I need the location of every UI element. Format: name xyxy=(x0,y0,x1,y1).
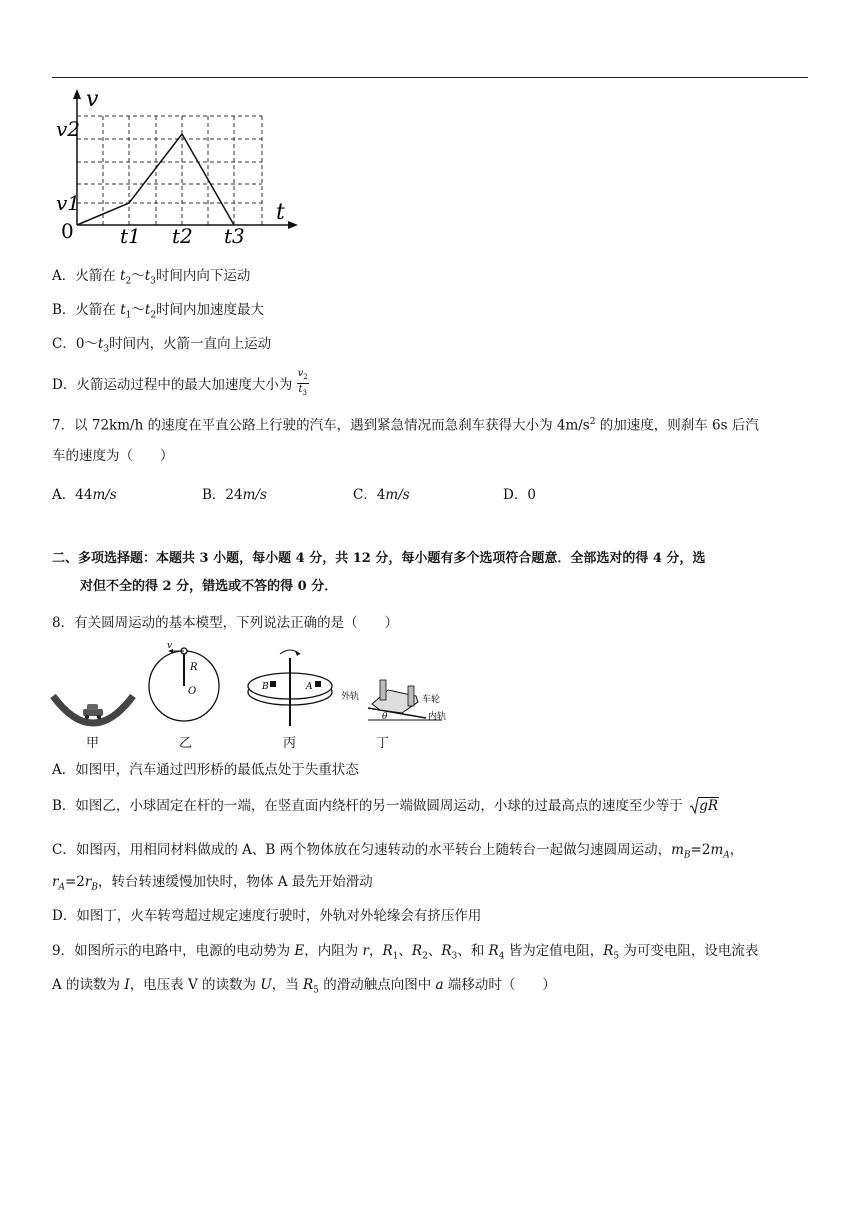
v2-label: v2 xyxy=(56,117,81,141)
graph-grid xyxy=(77,116,262,225)
q7-stem-line1: 7．以 72km/h 的速度在平直公路上行驶的汽车，遇到紧急情况而急刹车获得大小为 $4m/s^2$ 的加速度，则刹车 6s 后汽 xyxy=(52,417,759,434)
q7-option-b: B．24m/s xyxy=(202,487,267,503)
q8-option-b: B．如图乙，小球固定在杆的一端，在竖直面内绕杆的另一端做圆周运动，小球的过最高点的速度至少等于 gR xyxy=(52,798,719,814)
q6-option-a: A．火箭在 $t_2\sim t_3$时间内向下运动 xyxy=(52,268,251,287)
svg-text:A: A xyxy=(306,682,313,692)
figure-label-yi: 乙 xyxy=(179,736,193,751)
svg-text:v: v xyxy=(167,641,173,651)
t-axis-label: t xyxy=(276,200,285,225)
figure-yi xyxy=(149,641,219,721)
top-rule xyxy=(52,77,808,78)
figure-jia xyxy=(53,696,133,723)
svg-text:外轨: 外轨 xyxy=(341,692,360,702)
vt-graph xyxy=(52,84,307,254)
svg-text:R: R xyxy=(190,662,198,673)
svg-text:B: B xyxy=(262,682,269,692)
svg-text:O: O xyxy=(188,686,197,697)
q8-option-d: D．如图丁，火车转弯超过规定速度行驶时，外轨对外轮缘会有挤压作用 xyxy=(52,908,482,924)
q7-option-d: D．0 xyxy=(503,487,536,503)
t-axis-arrow xyxy=(288,221,298,229)
t1-label: t1 xyxy=(120,224,141,248)
sqrt-sign xyxy=(689,797,699,815)
section2-heading-line2: 对但不全的得 2 分，错选或不答的得 0 分． xyxy=(80,579,338,594)
q8-figures xyxy=(50,640,450,728)
v-axis-label: v xyxy=(86,87,99,112)
q6-option-d: D．火箭运动过程中的最大加速度大小为 $\frac{v_2}{t_3}$ xyxy=(52,368,308,397)
svg-text:θ: θ xyxy=(382,712,388,722)
origin-label: 0 xyxy=(61,219,74,243)
figure-label-jia: 甲 xyxy=(86,736,100,751)
t2-label: t2 xyxy=(172,224,193,248)
svg-text:内轨: 内轨 xyxy=(428,712,447,722)
t3-label: t3 xyxy=(224,224,245,248)
svg-text:车轮: 车轮 xyxy=(422,695,441,705)
q8-option-c-line2: $r_A=2r_B$，转台转速缓慢加快时，物体 A 最先开始滑动 xyxy=(52,874,373,893)
q7-option-a: A．44m/s xyxy=(52,487,117,503)
fraction: $\frac{v_2}{t_3}$ xyxy=(297,368,308,397)
q7-option-c: C．4m/s xyxy=(353,487,410,503)
sqrt-expression: gR xyxy=(689,796,719,816)
figure-label-ding: 丁 xyxy=(376,736,390,751)
q8-stem: 8．有关圆周运动的基本模型，下列说法正确的是（ ） xyxy=(52,615,399,631)
section2-heading-line1: 二、多项选择题：本题共 3 小题，每小题 4 分，共 12 分，每小题有多个选项符合题意．全部选对的得 4 分，选 xyxy=(52,551,706,566)
q6-option-c: C．$0\sim t_3$时间内，火箭一直向上运动 xyxy=(52,336,272,355)
q8-option-a: A．如图甲，汽车通过凹形桥的最低点处于失重状态 xyxy=(52,762,359,778)
q7-stem-line2: 车的速度为（ ） xyxy=(52,448,174,464)
figure-ding xyxy=(341,680,446,722)
v-axis-arrow xyxy=(73,89,81,99)
q9-stem-line2: A 的读数为 I，电压表 V 的读数为 U，当 $R_5$ 的滑动触点向图中 a 端移动时（ ） xyxy=(52,977,556,996)
q6-option-b: B．火箭在 $t_1\sim t_2$时间内加速度最大 xyxy=(52,302,265,321)
q8-option-c-line1: C．如图丙，用相同材料做成的 A、B 两个物体放在匀速转动的水平转台上随转台一起做匀速圆周运动，$m_B=2m_A$， xyxy=(52,842,744,861)
q9-stem-line1: 9．如图所示的电路中，电源的电动势为 E，内阻为 r，$R_1$、$R_2$、$R_3$、和 $R_4$ 皆为定值电阻，$R_5$ 为可变电阻，设电流表 xyxy=(52,943,759,962)
figure-bing xyxy=(248,650,332,726)
figure-label-bing: 丙 xyxy=(283,736,297,751)
v1-label: v1 xyxy=(56,191,81,215)
